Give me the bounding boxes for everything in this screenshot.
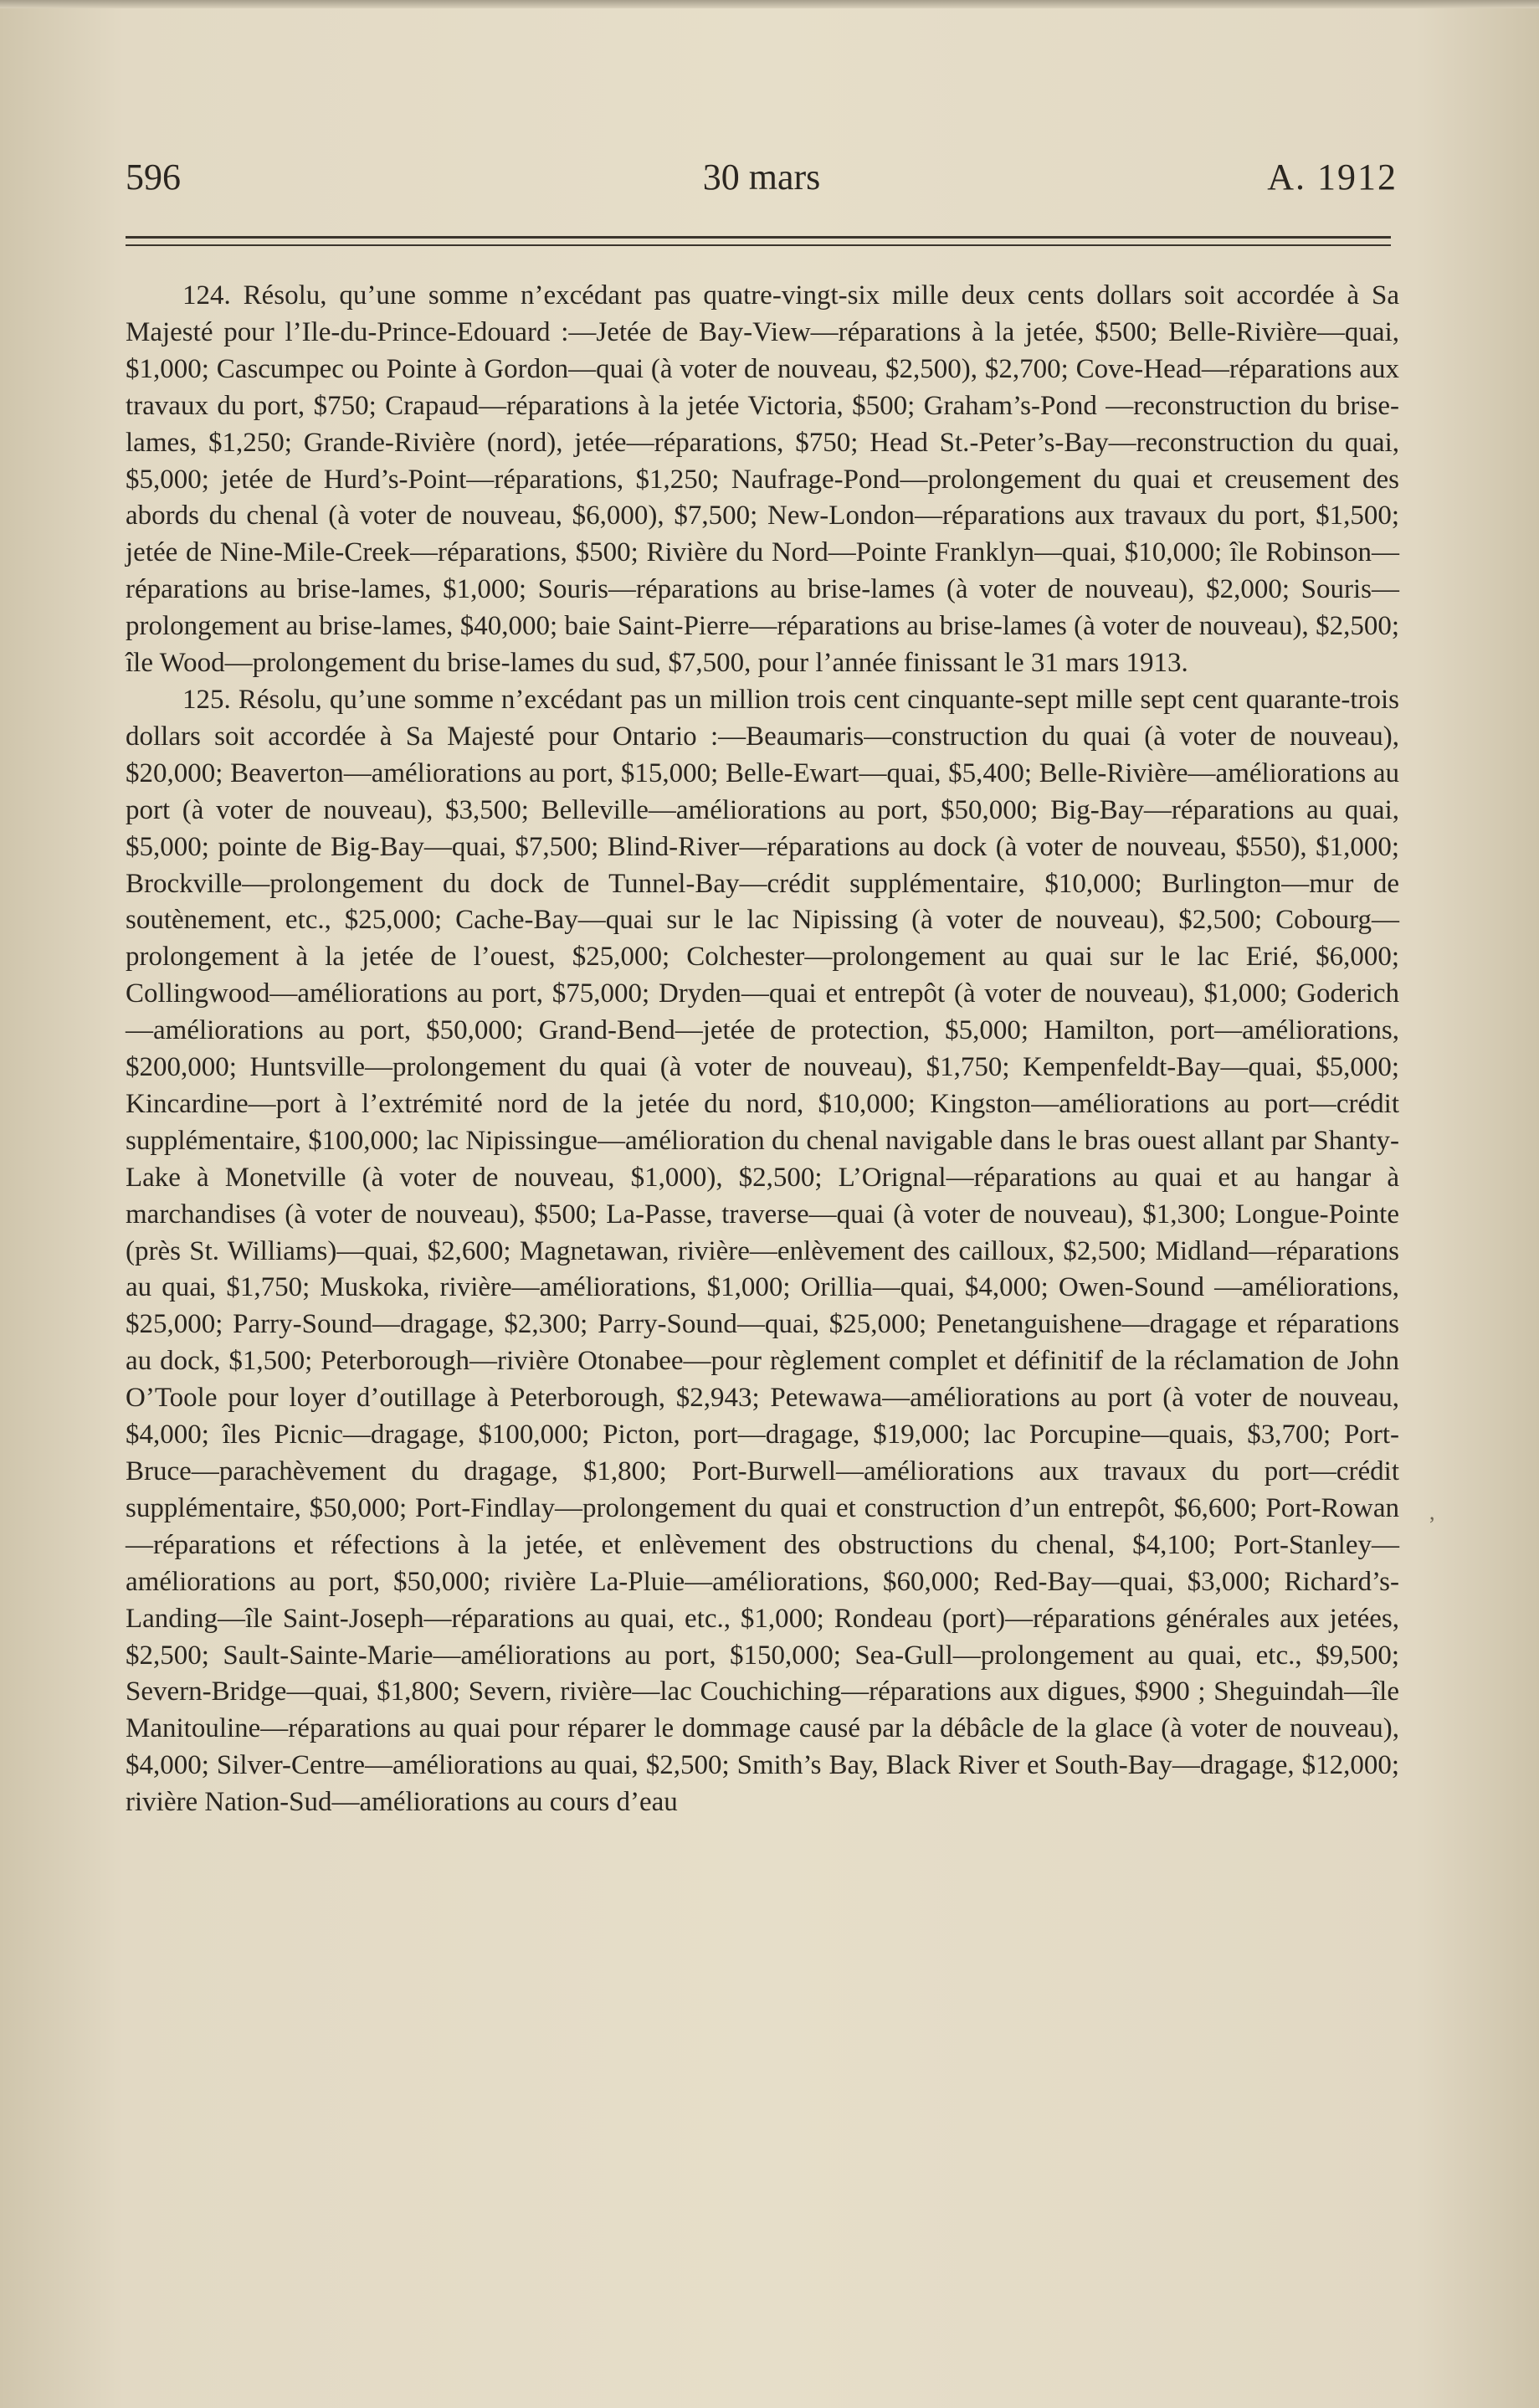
paragraph-124: 124. Résolu, qu’une somme n’excédant pas quatre-vingt-six mille deux cents dollars soit accordée à Sa Majesté pour l’Ile-du-Prince-Edouard :—Jetée de Bay-View—réparations à la jetée, $500; Belle-Rivière—quai, $1,000; Cascumpec ou Pointe à Gordon—quai (à voter de nouveau, $2,500), $2,700; Cove-Head—réparations aux travaux du port, $750; Crapaud—réparations à la jetée Victoria, $500; Graham’s-Pond —reconstruction du brise-lames, $1,250; Grande-Rivière (nord), jetée—réparations, $750; Head St.-Peter’s-Bay—reconstruction du quai, $5,000; jetée de Hurd’s-Point—réparations, $1,250; Naufrage-Pond—prolongement du quai et creusement des abords du chenal (à voter de nouveau, $6,000), $7,500; New-London—réparations aux travaux du port, $1,500; jetée de Nine-Mile-Creek—réparations, $500; Rivière du Nord—Pointe Franklyn—quai, $10,000; île Robinson—réparations au brise-lames, $1,000; Souris—réparations au brise-lames (à voter de nouveau), $2,000; Souris—prolongement au brise-lames, $40,000; baie Saint-Pierre—réparations au brise-lames (à voter de nouveau), $2,500; île Wood—prolongement du brise-lames du sud, $7,500, pour l’année finissant le 31 mars 1913.: [126, 280, 1399, 679]
margin-speck: ,: [1429, 1500, 1435, 1524]
body-text: [126, 278, 1399, 1821]
header-rule-bottom: [126, 244, 1391, 246]
header-rule-top: [126, 236, 1391, 239]
running-header: [126, 156, 1398, 206]
page-date: 30 mars: [702, 157, 821, 198]
page-year: A. 1912: [1267, 157, 1398, 198]
page-top-edge: [0, 0, 1539, 8]
paragraph-125: 125. Résolu, qu’une somme n’excédant pas un million trois cent cinquante-sept mille sept cent quarante-trois dollars soit accordée à Sa Majesté pour Ontario :—Beaumaris—construction du quai (à voter de nouveau), $20,000; Beaverton—améliorations au port, $15,000; Belle-Ewart—quai, $5,400; Belle-Rivière—améliorations au port (à voter de nouveau), $3,500; Belleville—améliorations au port, $50,000; Big-Bay—réparations au quai, $5,000; pointe de Big-Bay—quai, $7,500; Blind-River—réparations au dock (à voter de nouveau, $550), $1,000; Brockville—prolongement du dock de Tunnel-Bay—crédit supplémentaire, $10,000; Burlington—mur de soutènement, etc., $25,000; Cache-Bay—quai sur le lac Nipissing (à voter de nouveau), $2,500; Cobourg—prolongement à la jetée de l’ouest, $25,000; Colchester—prolongement au quai sur le lac Erié, $6,000; Collingwood—améliorations au port, $75,000; Dryden—quai et entrepôt (à voter de nouveau), $1,000; Goderich—améliorations au port, $50,000; Grand-Bend—jetée de protection, $5,000; Hamilton, port—améliorations, $200,000; Huntsville—prolongement du quai (à voter de nouveau), $1,750; Kempenfeldt-Bay—quai, $5,000; Kincardine—port à l’extrémité nord de la jetée du nord, $10,000; Kingston—améliorations au port—crédit supplémentaire, $100,000; lac Nipissingue—amélioration du chenal navigable dans le bras ouest allant par Shanty-Lake à Monetville (à voter de nouveau, $1,000), $2,500; L’Orignal—réparations au quai et au hangar à marchandises (à voter de nouveau), $500; La-Passe, traverse—quai (à voter de nouveau), $1,300; Longue-Pointe (près St. Williams)—quai, $2,600; Magnetawan, rivière—enlèvement des cailloux, $2,500; Midland—réparations au quai, $1,750; Muskoka, rivière—améliorations, $1,000; Orillia—quai, $4,000; Owen-Sound —améliorations, $25,000; Parry-Sound—dragage, $2,300; Parry-Sound—quai, $25,000; Penetanguishene—dragage et réparations au dock, $1,500; Peterborough—rivière Otonabee—pour règlement complet et définitif de la réclamation de John O’Toole pour loyer d’outillage à Peterborough, $2,943; Petewawa—améliorations au port (à voter de nouveau, $4,000; îles Picnic—dragage, $100,000; Picton, port—dragage, $19,000; lac Porcupine—quais, $3,700; Port-Bruce—parachèvement du dragage, $1,800; Port-Burwell—améliorations aux travaux du port—crédit supplémentaire, $50,000; Port-Findlay—prolongement du quai et construction d’un entrepôt, $6,600; Port-Rowan—réparations et réfections à la jetée, et enlèvement des obstructions du chenal, $4,100; Port-Stanley—améliorations au port, $50,000; rivière La-Pluie—améliorations, $60,000; Red-Bay—quai, $3,000; Richard’s-Landing—île Saint-Joseph—réparations au quai, etc., $1,000; Rondeau (port)—réparations générales aux jetées, $2,500; Sault-Sainte-Marie—améliorations au port, $150,000; Sea-Gull—prolongement au quai, etc., $9,500; Severn-Bridge—quai, $1,800; Severn, rivière—lac Couchiching—réparations aux digues, $900 ; Sheguindah—île Manitouline—réparations au quai pour réparer le dommage causé par la débâcle de la glace (à voter de nouveau), $4,000; Silver-Centre—améliorations au quai, $2,500; Smith’s Bay, Black River et South-Bay—dragage, $12,000; rivière Nation-Sud—améliorations au cours d’eau: [126, 684, 1399, 1818]
page-number: 596: [126, 157, 181, 198]
